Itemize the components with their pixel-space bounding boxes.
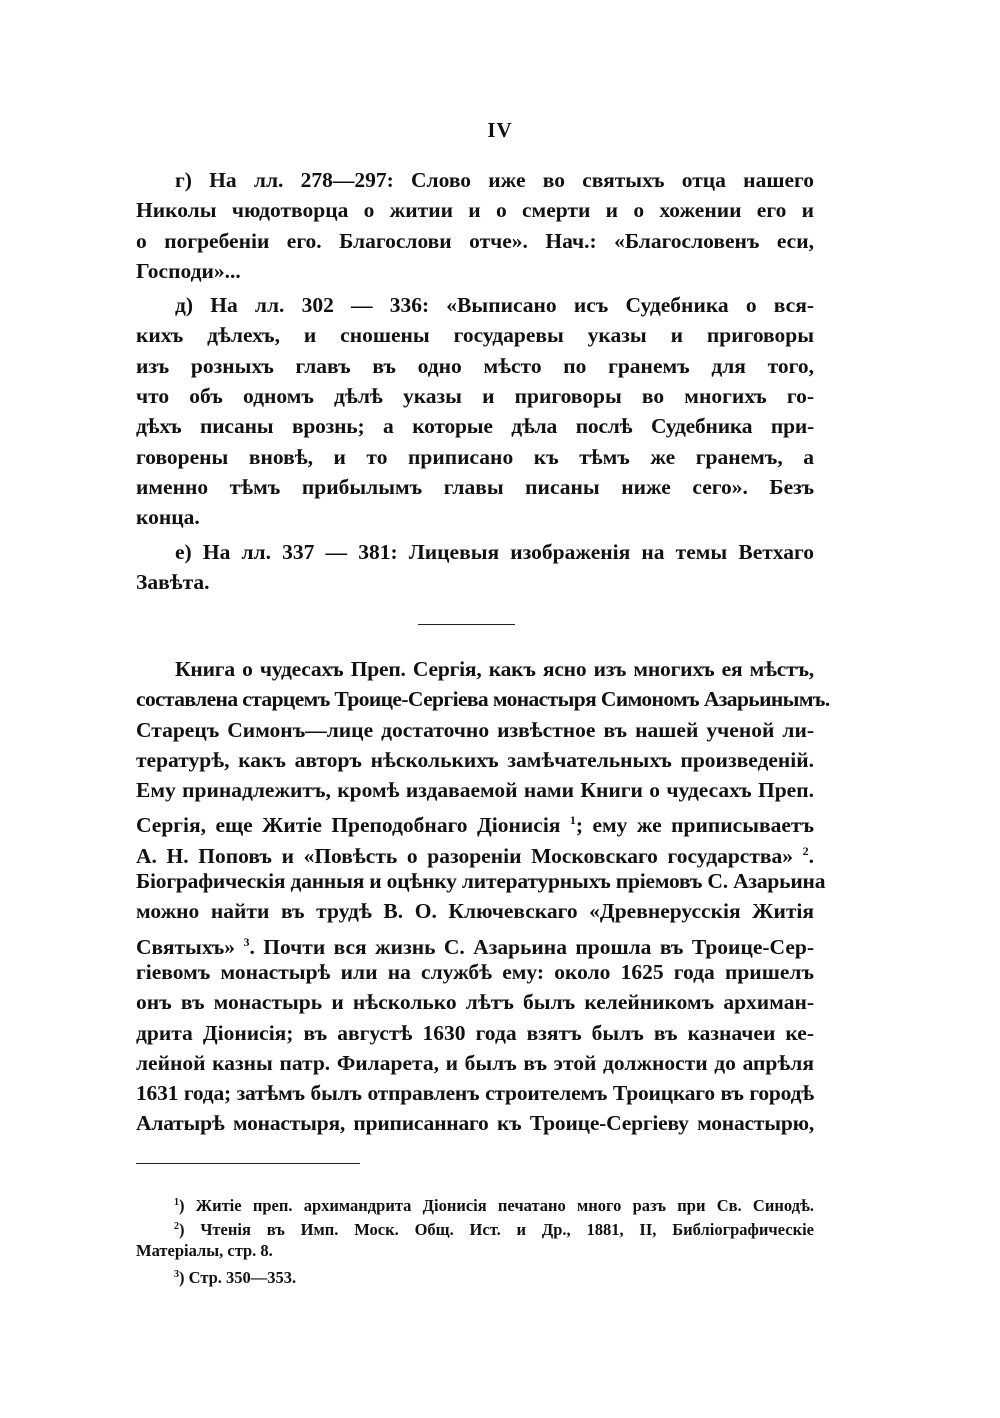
footnote-1: $^1$) Житіе преп. архимандрита Діонисія печатано много разъ при Св. Синодѣ. bbox=[174, 1196, 814, 1215]
text-line: Старецъ Симонъ—лице достаточно извѣстное въ нашей ученой ли- bbox=[136, 717, 814, 742]
text-line: д) На лл. 302 — 336: «Выписано исъ Судебника о вся- bbox=[175, 293, 814, 318]
footnote-number: 3 bbox=[174, 1269, 179, 1280]
footnote-2: $^2$) Чтенія въ Имп. Моск. Общ. Ист. и Др., 1881, II, Библіографическіе bbox=[174, 1220, 814, 1239]
text-fragment: ; ему же приписываетъ bbox=[575, 813, 814, 838]
main-text bbox=[136, 654, 830, 1139]
text-line bbox=[136, 805, 814, 838]
footnote-3: $^3$) Стр. 350—353. bbox=[174, 1268, 297, 1287]
footnote-mark: 3 bbox=[243, 934, 250, 949]
entry-e bbox=[136, 537, 814, 598]
text-line: что объ одномъ дѣлѣ указы и приговоры во многихъ го- bbox=[136, 384, 814, 409]
text-line: Книга о чудесахъ Преп. Сергія, какъ ясно изъ многихъ ея мѣстъ, bbox=[175, 657, 814, 681]
manuscript-list bbox=[136, 165, 814, 597]
text-line: о погребенiи его. Благослови отче». Нач.: «Благословенъ еси, bbox=[136, 228, 814, 253]
text-line: можно найти въ трудѣ В. О. Ключевскаго «Древнерусскія Житія bbox=[136, 899, 814, 924]
text-line: лейной казны патр. Филарета, и былъ въ этой должности до апрѣля bbox=[136, 1050, 814, 1075]
footnote-number: 2 bbox=[174, 1221, 179, 1232]
footnote-number: 1 bbox=[174, 1197, 179, 1208]
text-line: Николы чюдотворца о житии и о смерти и о хожении его и bbox=[136, 198, 814, 223]
text-line: А. Н. Поповъ и «Повѣсть о разореніи Московскаго государства» $^2$. bbox=[136, 843, 815, 868]
text-line: тературѣ, какъ авторъ нѣсколькихъ замѣчательныхъ произведеній. bbox=[136, 747, 814, 772]
text-fragment: Святыхъ» bbox=[136, 934, 236, 959]
text-fragment: А. Н. Поповъ и «Повѣсть о разореніи Московскаго государства» bbox=[136, 843, 793, 868]
page-number: IV bbox=[487, 118, 513, 142]
entry-g bbox=[136, 165, 814, 286]
text-line: конца. bbox=[136, 505, 200, 530]
text-line: Алатырѣ монастыря, приписаннаго къ Троице-Сергіеву монастырю, bbox=[136, 1111, 814, 1136]
text-fragment: . Почти вся жизнь С. Азарьина прошла въ Троице-Сер- bbox=[249, 934, 814, 959]
footnote-mark: 1 bbox=[569, 813, 576, 828]
text-line: Завѣта. bbox=[136, 569, 210, 594]
footnote-text: Чтенія въ Имп. Моск. Общ. Ист. и Др., 1881, II, Библіографическіе bbox=[200, 1220, 814, 1239]
text-line: говорены вновѣ, и то приписано къ тѣмъ же гранемъ, а bbox=[136, 444, 814, 469]
footnote-2-continued: Матеріалы, стр. 8. bbox=[136, 1241, 273, 1260]
text-line: именно тѣмъ прибылымъ главы писаны ниже сего». Безъ bbox=[136, 474, 814, 499]
text-line: Біографическія данныя и оцѣнку литературныхъ пріемовъ С. Азарьина bbox=[136, 869, 826, 894]
text-line: 1631 года; затѣмъ былъ отправленъ строителемъ Троицкаго въ городѣ bbox=[136, 1081, 814, 1106]
text-line bbox=[136, 927, 814, 957]
text-line: кихъ дѣлехъ, и сношены государевы указы и приговоры bbox=[136, 323, 814, 348]
footnote-mark: 2 bbox=[802, 843, 809, 858]
text-line: гіевомъ монастырѣ или на службѣ ему: около 1625 года пришелъ bbox=[136, 959, 814, 984]
text-line: дрита Діонисія; въ августѣ 1630 года взятъ былъ въ казначеи ке- bbox=[136, 1020, 814, 1045]
text-line: дѣхъ писаны врознь; а которые дѣла послѣ Судебника при- bbox=[136, 414, 814, 439]
text-line: Господи»... bbox=[136, 258, 241, 283]
footnotes bbox=[136, 1191, 814, 1287]
text-line: е) На лл. 337 — 381: Лицевыя изображенія на темы Ветхаго bbox=[175, 539, 814, 564]
footnote-text: Стр. 350—353. bbox=[188, 1268, 297, 1287]
text-line: составлена старцемъ Троице-Сергіева монастыря Симономъ Азарьинымъ. bbox=[136, 687, 830, 712]
footnote-separator bbox=[136, 1163, 360, 1164]
text-line: онъ въ монастырь и нѣсколько лѣтъ былъ келейникомъ архиман- bbox=[136, 990, 814, 1015]
text-fragment: Сергія, еще Житіе Преподобнаго Діонисія bbox=[136, 813, 561, 838]
section-divider bbox=[418, 624, 515, 625]
text-line: г) На лл. 278—297: Слово иже во святыхъ отца нашего bbox=[175, 168, 814, 192]
text-line: изъ розныхъ главъ въ одно мѣсто по гранемъ для того, bbox=[136, 353, 814, 378]
text-line: Ему принадлежитъ, кромѣ издаваемой нами Книги о чудесахъ Преп. bbox=[136, 778, 814, 803]
footnote-text: Житіе преп. архимандрита Діонисія печатано много разъ при Св. Синодѣ. bbox=[195, 1196, 814, 1215]
entry-d bbox=[136, 290, 814, 532]
